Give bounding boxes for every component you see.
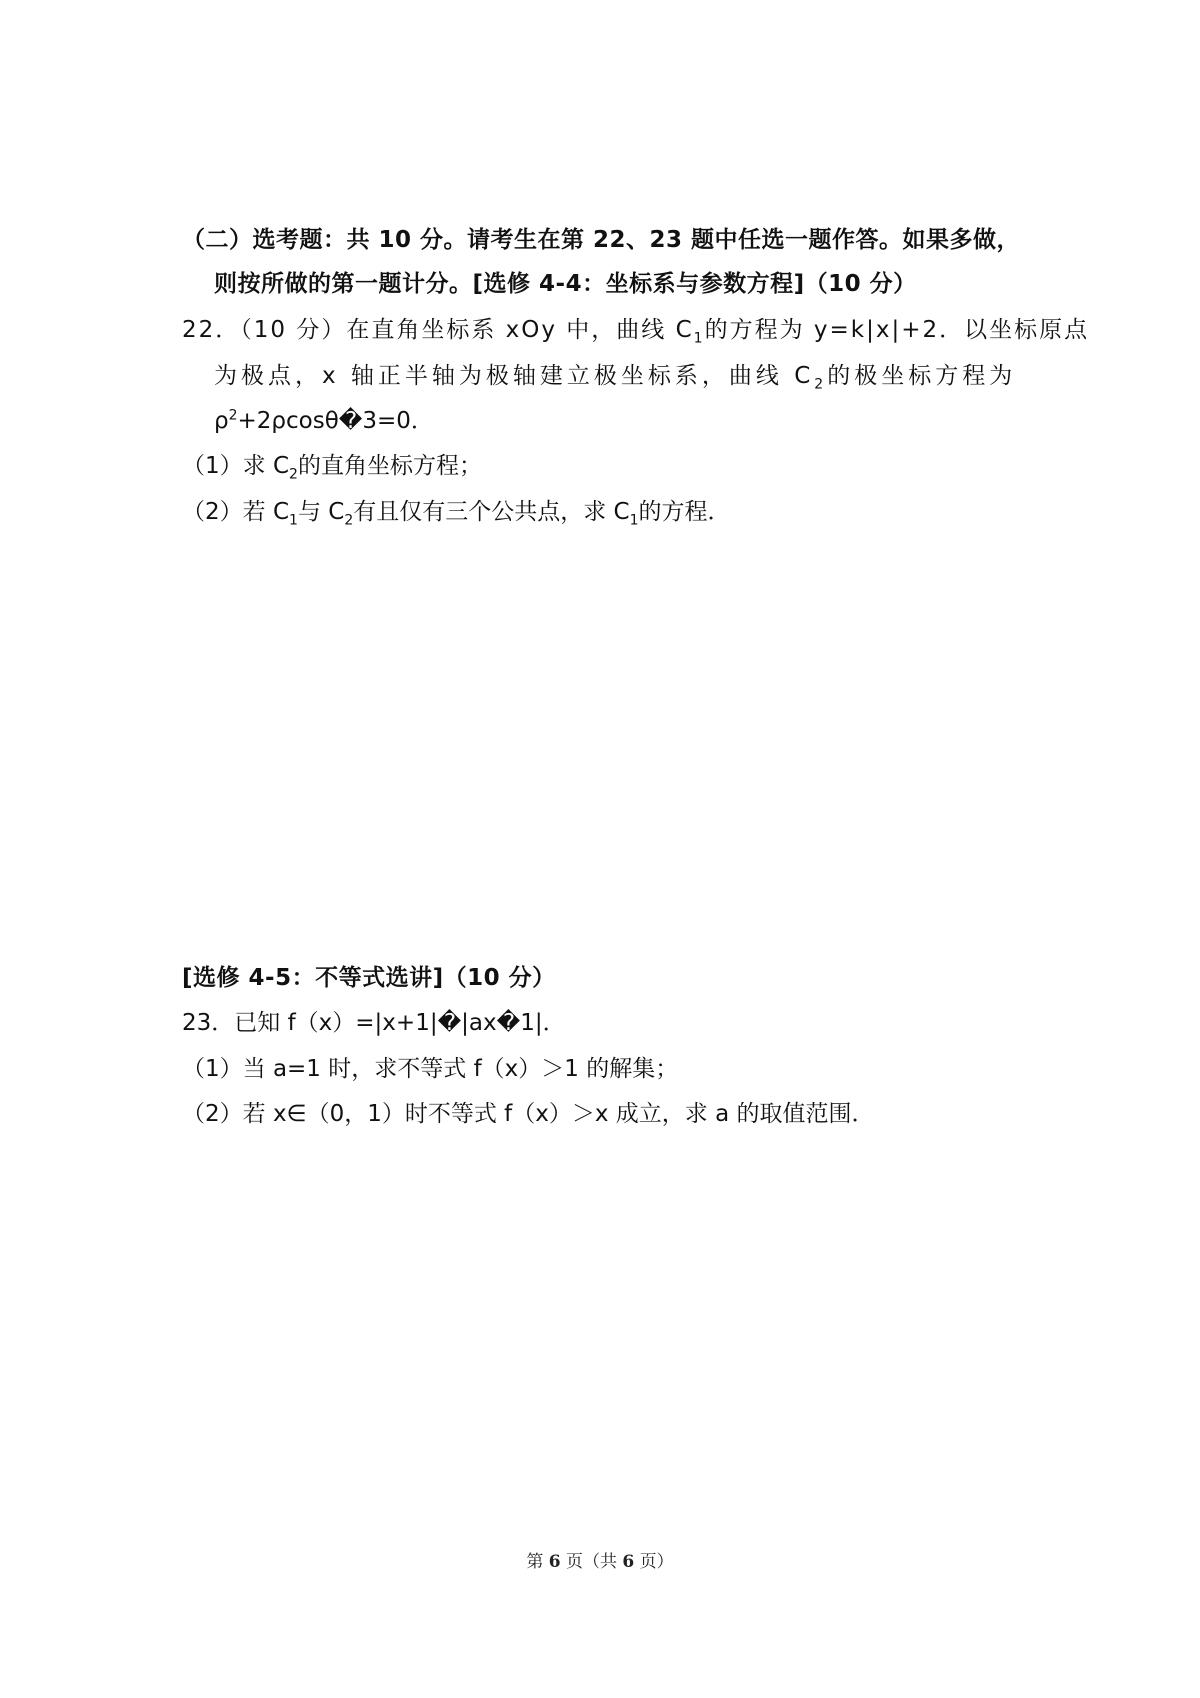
q22-line-2: [214, 361, 1016, 391]
q22-part-1-sub: 2: [289, 466, 298, 483]
q22-line-2-text-a: 为极点，x 轴正半轴为极轴建立极坐标系，曲线 C: [214, 363, 815, 389]
section-header-line-2: 则按所做的第一题计分。[选修 4-4：坐标系与参数方程]（10 分）: [214, 271, 917, 297]
q22-part-2-sub-2: 2: [344, 512, 354, 529]
q22-line-3: [214, 406, 434, 436]
q23-part-1: （1）当 a=1 时，求不等式 f（x）＞1 的解集；: [182, 1056, 679, 1082]
q23-part-2: （2）若 x∈（0，1）时不等式 f（x）＞x 成立，求 a 的取值范围．: [182, 1101, 875, 1127]
q23-section-header: [选修 4-5：不等式选讲]（10 分）: [182, 965, 556, 991]
q22-part-1: [182, 451, 482, 481]
footer-middle: 页（共: [560, 1552, 623, 1572]
q22-part-2-sub-1: 1: [289, 512, 298, 529]
footer-total-pages: 6: [622, 1552, 635, 1572]
q22-part-1-text-b: 的直角坐标方程；: [297, 453, 482, 479]
q22-part-2-text-b: 与 C: [297, 499, 345, 525]
q22-line-1-text-b: 的方程为 y=k|x|+2．以坐标原点: [704, 317, 1090, 343]
section-header-line-1: （二）选考题：共 10 分。请考生在第 22、23 题中任选一题作答。如果多做，: [182, 227, 1021, 253]
footer-prefix: 第: [526, 1552, 549, 1572]
q23-line-1: 23．已知 f（x）=|x+1|�|ax�1|．: [182, 1010, 566, 1036]
q22-line-3-text-a: ρ: [214, 408, 229, 434]
q22-part-2-text-d: 的方程．: [638, 499, 731, 525]
page-footer: [0, 1550, 1200, 1574]
footer-page-number: 6: [548, 1552, 561, 1572]
q22-line-2-text-b: 的极坐标方程为: [827, 363, 1017, 389]
q22-line-1-text-a: 22．（10 分）在直角坐标系 xOy 中，曲线 C: [182, 317, 694, 343]
q22-line-2-sub: 2: [814, 376, 828, 393]
q22-line-1-sub: 1: [693, 330, 705, 347]
q22-part-2: [182, 497, 731, 527]
q22-part-2-sub-3: 1: [629, 512, 639, 529]
footer-suffix: 页）: [634, 1552, 674, 1572]
q22-part-2-text-c: 有且仅有三个公共点，求 C: [353, 499, 630, 525]
q22-part-2-text-a: （2）若 C: [182, 499, 290, 525]
q22-line-3-sup: 2: [228, 407, 238, 424]
q22-part-1-text-a: （1）求 C: [182, 453, 290, 479]
q22-line-1: [182, 315, 1089, 345]
q22-line-3-text-b: +2ρcosθ�3=0．: [237, 408, 434, 434]
